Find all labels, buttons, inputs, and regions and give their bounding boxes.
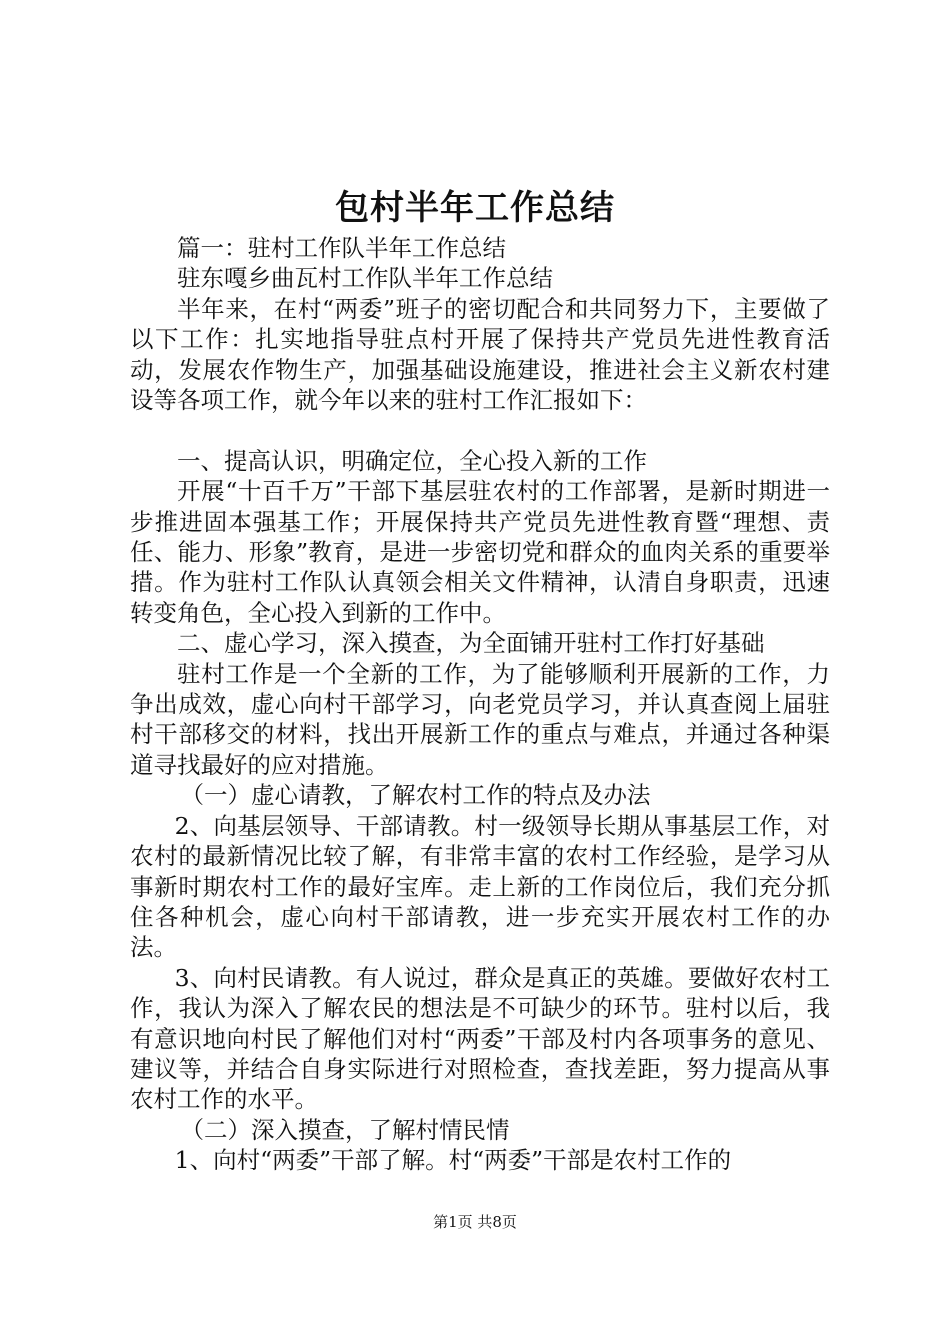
paragraph-intro: 半年来，在村“两委”班子的密切配合和共同努力下，主要做了以下工作：扎实地指导驻点村开展了保持共产党员先进性教育活动，发展农作物生产，加强基础设施建设，推进社会主义新农村建设等各项工作，就今年以来的驻村工作汇报如下： — [130, 294, 830, 415]
document-body — [130, 233, 830, 1176]
page-footer: 第1页 共8页 — [433, 1213, 517, 1231]
paragraph-item-3: 3、向村民请教。有人说过，群众是真正的英雄。要做好农村工作，我认为深入了解农民的想法是不可缺少的环节。驻村以后，我有意识地向村民了解他们对村“两委”干部及村内各项事务的意见、建议等，并结合自身实际进行对照检查，查找差距，努力提高从事农村工作的水平。 — [130, 963, 830, 1114]
paragraph-section-two: 驻村工作是一个全新的工作，为了能够顺利开展新的工作，力争出成效，虚心向村干部学习，向老党员学习，并认真查阅上届驻村干部移交的材料，找出开展新工作的重点与难点，并通过各种渠道寻找最好的应对措施。 — [130, 659, 830, 779]
heading-section-two: 二、虚心学习，深入摸查，为全面铺开驻村工作打好基础 — [177, 629, 765, 658]
document-title: 包村半年工作总结 — [335, 188, 615, 228]
paragraph-item-1: 1、向村“两委”干部了解。村“两委”干部是农村工作的 — [174, 1146, 732, 1175]
heading-section-one: 一、提高认识，明确定位，全心投入新的工作 — [177, 446, 647, 475]
heading-subsection-two: （二）深入摸查，了解村情民情 — [180, 1115, 510, 1144]
subtitle-part-one: 篇一：驻村工作队半年工作总结 — [177, 234, 506, 262]
paragraph-item-2: 2、向基层领导、干部请教。村一级领导长期从事基层工作，对农村的最新情况比较了解，有非常丰富的农村工作经验，是学习从事新时期农村工作的最好宝库。走上新的工作岗位后，我们充分抓住各种机会，虚心向村干部请教，进一步充实开展农村工作的办法。 — [130, 811, 830, 962]
heading-subsection-one: （一）虚心请教，了解农村工作的特点及办法 — [180, 781, 651, 810]
paragraph-section-one: 开展“十百千万”干部下基层驻农村的工作部署，是新时期进一步推进固本强基工作；开展保持共产党员先进性教育暨“理想、责任、能力、形象”教育，是进一步密切党和群众的血肉关系的重要举措。作为驻村工作队认真领会相关文件精神，认清自身职责，迅速转变角色，全心投入到新的工作中。 — [130, 477, 830, 627]
subtitle-report-name: 驻东嘎乡曲瓦村工作队半年工作总结 — [177, 264, 553, 293]
paragraph-spacer — [130, 415, 830, 445]
